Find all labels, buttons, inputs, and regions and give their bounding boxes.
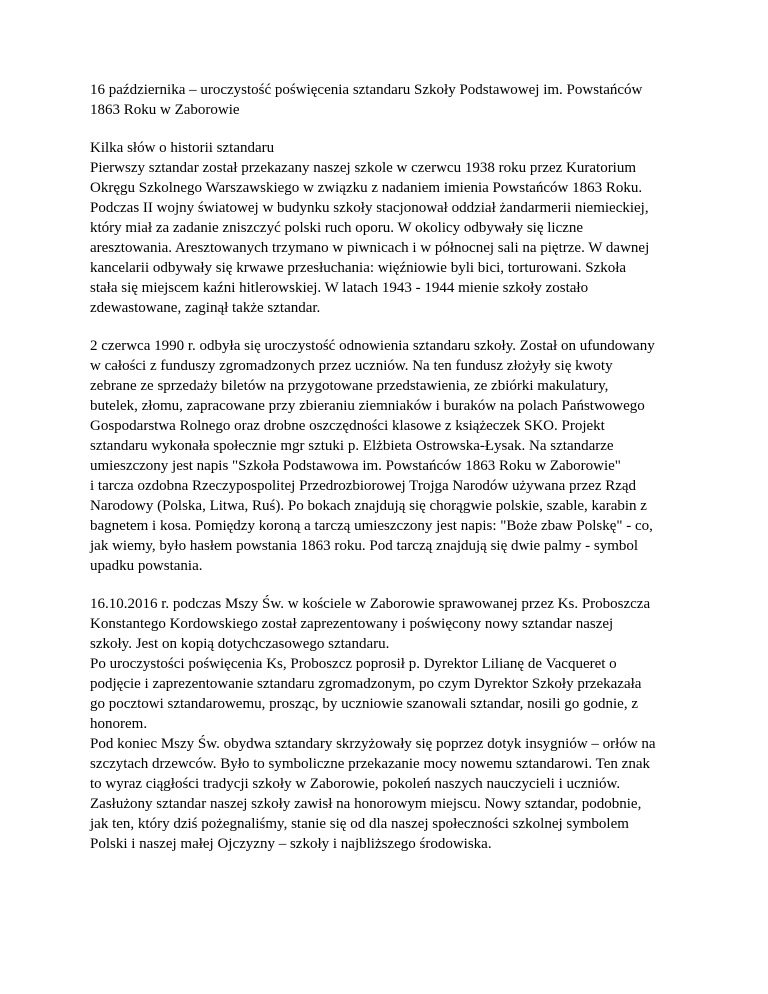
text-line: 1863 Roku w Zaborowie [90, 102, 240, 118]
text-line: Podczas II wojny światowej w budynku szkoły stacjonował oddział żandarmerii niemieckiej, [90, 200, 649, 216]
text-line: go pocztowi sztandarowemu, prosząc, by uczniowie szanowali sztandar, nosili go godnie, z [90, 696, 638, 712]
text-line: Zasłużony sztandar naszej szkoły zawisł na honorowym miejscu. Nowy sztandar, podobnie, [90, 796, 642, 812]
text-line: aresztowania. Aresztowanych trzymano w piwnicach i w północnej sali na piętrze. W dawnej [90, 240, 650, 256]
text-line: honorem. [90, 716, 148, 732]
text-line: Po uroczystości poświęcenia Ks, Proboszcz poprosił p. Dyrektor Lilianę de Vacqueret o [90, 656, 617, 672]
text-line: Pierwszy sztandar został przekazany naszej szkole w czerwcu 1938 roku przez Kuratorium [90, 160, 637, 176]
text-line: sztandaru wykonała społecznie mgr sztuki p. Elżbieta Ostrowska-Łysak. Na sztandarze [90, 438, 614, 454]
text-line: Gospodarstwa Rolnego oraz drobne oszczędności klasowe z książeczek SKO. Projekt [90, 418, 605, 434]
text-line: to wyraz ciągłości tradycji szkoły w Zaborowie, pokoleń naszych nauczycieli i uczniów. [90, 776, 621, 792]
text-line: Pod koniec Mszy Św. obydwa sztandary skrzyżowały się poprzez dotyk insygniów – orłów na [90, 736, 656, 752]
text-line: jak wiemy, było hasłem powstania 1863 roku. Pod tarczą znajdują się dwie palmy - symbol [90, 538, 639, 554]
text-line: umieszczony jest napis "Szkoła Podstawowa im. Powstańców 1863 Roku w Zaborowie" [90, 458, 621, 474]
text-line: kancelarii odbywały się krwawe przesłuchania: więźniowie byli bici, torturowani. Szkoła [90, 260, 627, 276]
text-line: Konstantego Kordowskiego został zaprezentowany i poświęcony nowy sztandar naszej [90, 616, 614, 632]
paragraph-renewal-1990 [90, 336, 690, 576]
text-line: w całości z funduszy zgromadzonych przez uczniów. Na ten fundusz złożyły się kwoty [90, 358, 613, 374]
text-line: zebrane ze sprzedaży biletów na przygotowane przedstawienia, ze zbiórki makulatury, [90, 378, 609, 394]
text-line: Okręgu Szkolnego Warszawskiego w związku z nadaniem imienia Powstańców 1863 Roku. [90, 180, 643, 196]
text-line: zdewastowane, zaginął także sztandar. [90, 300, 321, 316]
text-line: Polski i naszej małej Ojczyzny – szkoły i najbliższego środowiska. [90, 836, 492, 852]
text-line: szczytach drzewców. Było to symboliczne przekazanie mocy nowemu sztandarowi. Ten znak [90, 756, 650, 772]
text-line: 2 czerwca 1990 r. odbyła się uroczystość odnowienia sztandaru szkoły. Został on ufundowany [90, 338, 655, 354]
text-line: jak ten, który dziś pożegnaliśmy, stanie się od dla naszej społeczności szkolnej symbolem [90, 816, 629, 832]
paragraph-ceremony-2016 [90, 594, 690, 854]
text-line: stała się miejscem kaźni hitlerowskiej. W latach 1943 - 1944 mienie szkoły zostało [90, 280, 589, 296]
text-line: upadku powstania. [90, 558, 203, 574]
paragraph-title [90, 80, 690, 120]
text-line: podjęcie i zaprezentowanie sztandaru zgromadzonym, po czym Dyrektor Szkoły przekazała [90, 676, 642, 692]
text-line: butelek, złomu, zapracowane przy zbieraniu ziemniaków i buraków na polach Państwowego [90, 398, 645, 414]
text-line: 16 października – uroczystość poświęcenia sztandaru Szkoły Podstawowej im. Powstańców [90, 82, 643, 98]
paragraph-history [90, 138, 690, 318]
text-line: i tarcza ozdobna Rzeczypospolitej Przedrozbiorowej Trojga Narodów używana przez Rząd [90, 478, 637, 494]
document-page [90, 80, 690, 872]
text-line: szkoły. Jest on kopią dotychczasowego sztandaru. [90, 636, 390, 652]
text-line: Narodowy (Polska, Litwa, Ruś). Po bokach znajdują się chorągwie polskie, szable, karabin z [90, 498, 647, 514]
text-line: który miał za zadanie zniszczyć polski ruch oporu. W okolicy odbywały się liczne [90, 220, 584, 236]
text-line: Kilka słów o historii sztandaru [90, 140, 275, 156]
text-line: bagnetem i kosa. Pomiędzy koroną a tarczą umieszczony jest napis: "Boże zbaw Polskę" - co, [90, 518, 653, 534]
document-body [90, 80, 690, 854]
text-line: 16.10.2016 r. podczas Mszy Św. w kościele w Zaborowie sprawowanej przez Ks. Proboszcza [90, 596, 651, 612]
